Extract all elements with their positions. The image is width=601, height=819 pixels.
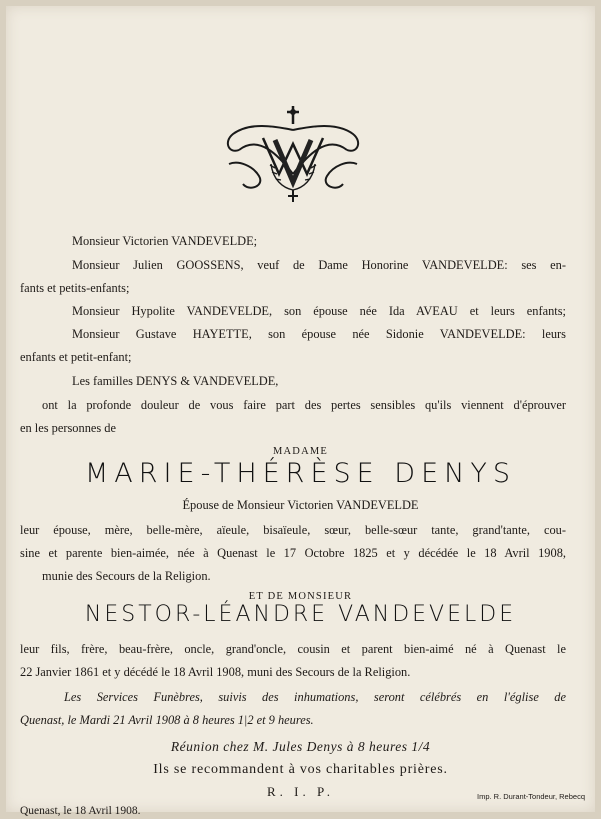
reunion-line: Réunion chez M. Jules Denys à 8 heures 1/4 (170, 739, 431, 754)
mourner-line-7: Les familles DENYS & VANDEVELDE, (72, 374, 279, 388)
madame-label: MADAME (272, 446, 329, 457)
announcement-line-2: en les personnes de (20, 421, 116, 435)
obituary-card (6, 6, 595, 817)
et-monsieur-label: ET DE MONSIEUR (248, 591, 353, 602)
services-line-b: Quenast, le Mardi 21 Avril 1908 à 8 heures 1|2 et 9 heures. (20, 713, 314, 727)
place-date: Quenast, le 18 Avril 1908. (20, 805, 141, 817)
mourner-line-3: fants et petits-enfants; (20, 281, 130, 295)
mourner-line-6: enfants et petit-enfant; (20, 350, 132, 364)
description-1-line-a: leur épouse, mère, belle-mère, aïeule, bisaïeule, sœur, belle-sœur tante, grand'tante, cou- (20, 523, 566, 537)
printer-credit: Imp. R. Durant-Tondeur, Rebecq (477, 792, 585, 801)
recommendation-line: Ils se recommandent à vos charitables prières. (153, 762, 448, 777)
description-1-line-c: munie des Secours de la Religion. (42, 569, 211, 583)
description-1-line-b: sine et parente bien-aimée, née à Quenast le 17 Octobre 1825 et y décédée le 18 Avril 1908, (20, 546, 566, 560)
mourner-line-1: Monsieur Victorien VANDEVELDE; (72, 234, 258, 248)
description-2-line-a: leur fils, frère, beau-frère, oncle, grand'oncle, cousin et parent bien-aimé né à Quenast le (20, 642, 566, 656)
deceased-name-1: MARIE-THÉRÈSE DENYS (85, 458, 516, 489)
services-line-a: Les Services Funèbres, suivis des inhumations, seront célébrés en l'église de (64, 690, 566, 704)
rip-line: R. I. P. (266, 784, 335, 799)
spouse-line: Épouse de Monsieur Victorien VANDEVELDE (182, 498, 419, 512)
mourner-line-4: Monsieur Hypolite VANDEVELDE, son épouse née Ida AVEAU et leurs enfants; (72, 304, 566, 318)
deceased-name-2: NESTOR-LÉANDRE VANDEVELDE (84, 602, 517, 627)
monogram-cross-ornament-icon (219, 104, 367, 204)
mourner-line-2: Monsieur Julien GOOSSENS, veuf de Dame Honorine VANDEVELDE: ses en- (72, 258, 566, 272)
announcement-line-1: ont la profonde douleur de vous faire part des pertes sensibles qu'ils viennent d'éprouver (42, 398, 566, 412)
description-2-line-b: 22 Janvier 1861 et y décédé le 18 Avril 1908, muni des Secours de la Religion. (20, 665, 411, 679)
mourner-line-5: Monsieur Gustave HAYETTE, son épouse née Sidonie VANDEVELDE: leurs (72, 327, 566, 341)
